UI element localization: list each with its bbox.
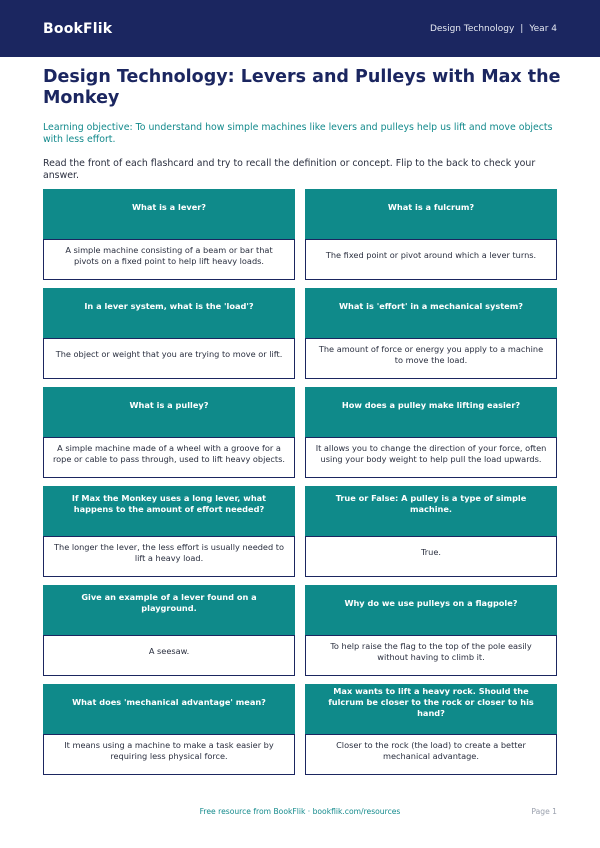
flashcard <box>305 288 557 379</box>
flashcard-front: What is 'effort' in a mechanical system? <box>305 288 557 338</box>
flashcard <box>43 684 295 775</box>
flashcard-front: How does a pulley make lifting easier? <box>305 387 557 437</box>
page-footer <box>0 807 600 821</box>
flashcard <box>43 189 295 280</box>
flashcard <box>305 486 557 577</box>
flashcard <box>305 189 557 280</box>
flashcard-front: If Max the Monkey uses a long lever, what happens to the amount of effort needed? <box>43 486 295 536</box>
flashcard-back: A simple machine consisting of a beam or bar that pivots on a fixed point to help lift heavy loads. <box>43 239 295 280</box>
flashcard-back: The object or weight that you are trying to move or lift. <box>43 338 295 379</box>
header-subject: Design Technology <box>429 23 515 34</box>
flashcard-back: A simple machine made of a wheel with a groove for a rope or cable to pass through, used to lift heavy objects. <box>43 437 295 478</box>
page-title: Design Technology: Levers and Pulleys with Max the Monkey <box>43 67 561 108</box>
flashcard-back: It allows you to change the direction of your force, often using your body weight to help pull the load upwards. <box>305 437 557 478</box>
flashcard-back: The fixed point or pivot around which a lever turns. <box>305 239 557 280</box>
flashcard-back: The longer the lever, the less effort is usually needed to lift a heavy load. <box>43 536 295 577</box>
flashcard-front: What is a pulley? <box>43 387 295 437</box>
learning-objective: Learning objective: To understand how simple machines like levers and pulleys help us lift and move objects with less effort. <box>43 122 553 145</box>
flashcard-back: A seesaw. <box>43 635 295 676</box>
flashcard-front: Why do we use pulleys on a flagpole? <box>305 585 557 635</box>
flashcard-front: Give an example of a lever found on a playground. <box>43 585 295 635</box>
flashcard <box>43 288 295 379</box>
flashcard-front: What is a lever? <box>43 189 295 239</box>
flashcard-front: What is a fulcrum? <box>305 189 557 239</box>
flashcard-grid <box>43 189 557 775</box>
header-separator: | <box>520 23 524 34</box>
flashcard-back: Closer to the rock (the load) to create a better mechanical advantage. <box>305 734 557 775</box>
flashcard-back: True. <box>305 536 557 577</box>
flashcard <box>43 486 295 577</box>
flashcard-back: To help raise the flag to the top of the pole easily without having to climb it. <box>305 635 557 676</box>
flashcard-back: It means using a machine to make a task easier by requiring less physical force. <box>43 734 295 775</box>
header-meta <box>430 24 557 34</box>
flashcard <box>305 585 557 676</box>
flashcard <box>305 387 557 478</box>
flashcard-front: True or False: A pulley is a type of simple machine. <box>305 486 557 536</box>
flashcard <box>43 387 295 478</box>
instructions: Read the front of each flashcard and try to recall the definition or concept. Flip to the back to check your answer. <box>43 158 536 181</box>
page-number: Page 1 <box>531 807 557 816</box>
flashcard <box>305 684 557 775</box>
footer-credit: Free resource from BookFlik · bookflik.com/resources <box>199 807 401 816</box>
flashcard-front: What does 'mechanical advantage' mean? <box>43 684 295 734</box>
flashcard <box>43 585 295 676</box>
brand-logo: BookFlik <box>43 20 113 37</box>
header-year: Year 4 <box>529 23 557 34</box>
flashcard-back: The amount of force or energy you apply to a machine to move the load. <box>305 338 557 379</box>
flashcard-front: In a lever system, what is the 'load'? <box>43 288 295 338</box>
flashcard-front: Max wants to lift a heavy rock. Should the fulcrum be closer to the rock or closer to his hand? <box>305 684 557 734</box>
page-header <box>0 0 600 57</box>
